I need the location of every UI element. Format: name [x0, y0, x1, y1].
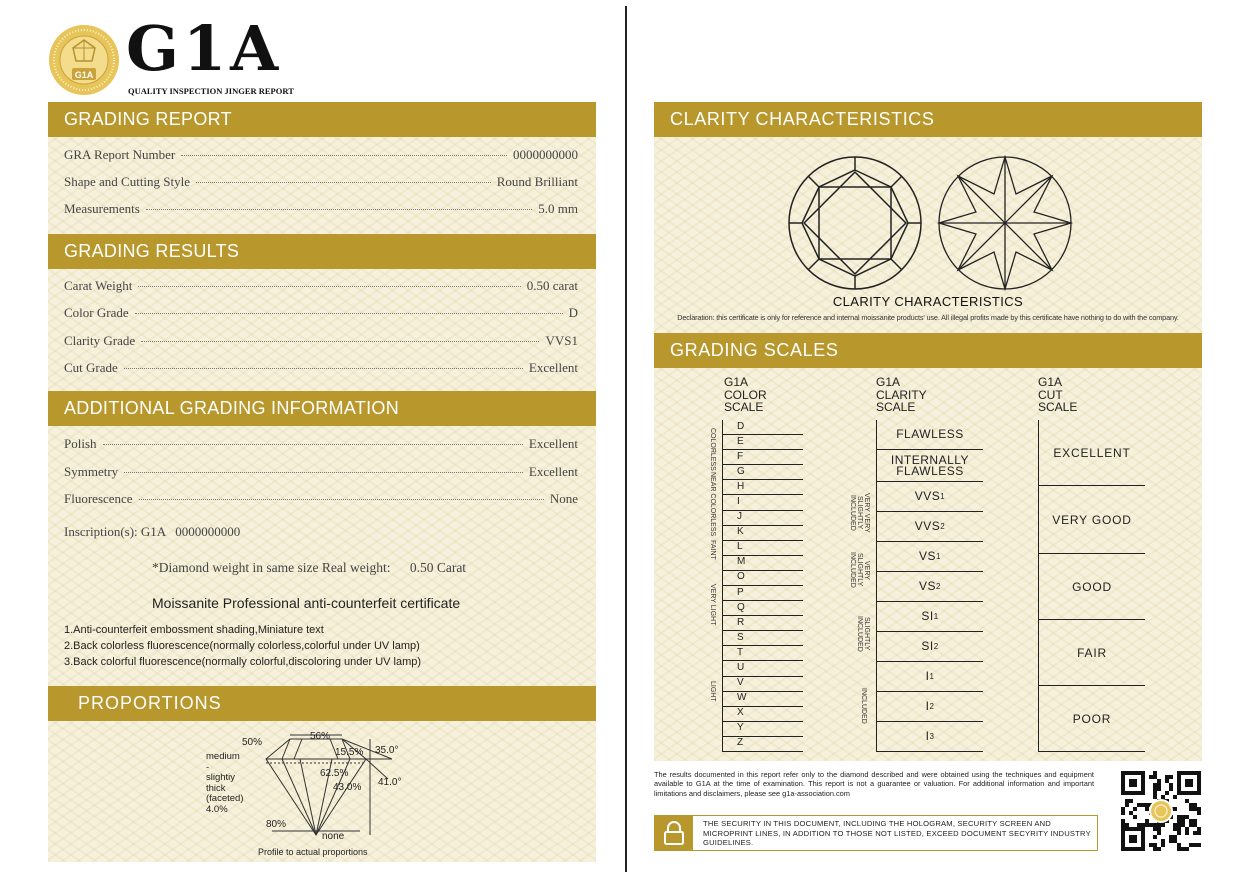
additional-bar [48, 391, 596, 426]
clarity-group-label: INCLUDED [860, 688, 867, 724]
grading-results-title: GRADING RESULTS [64, 241, 240, 261]
additional-panel [48, 426, 596, 686]
report-label: GRA Report Number [64, 147, 176, 162]
scales-bar [654, 333, 1202, 368]
additional-value: Excellent [528, 464, 578, 479]
color-grade-letter: D [737, 420, 745, 432]
clarity-grade-subscript: 1 [929, 672, 935, 681]
clarity-grade-row [877, 662, 983, 692]
clarity-grade-label: I [925, 729, 930, 743]
color-grade-letter: Z [737, 737, 744, 749]
color-grade-row [723, 435, 803, 450]
clarity-grade-label: VVS [914, 519, 941, 533]
clarity-group-label: SLIGHTLY INCLUDED [856, 616, 870, 652]
result-row [64, 360, 578, 376]
result-value: D [568, 305, 578, 320]
lock-badge [655, 816, 693, 850]
clarity-group-label: VERY SLIGHTLY INCLUDED [849, 552, 870, 588]
grading-report-title: GRADING REPORT [64, 109, 232, 129]
color-grade-row [723, 586, 803, 601]
clarity-grade-label: I [925, 669, 930, 683]
result-row [64, 333, 578, 349]
pavilion-view-diagram [936, 154, 1074, 292]
color-grade-letter: Q [737, 601, 745, 613]
color-grade-row [723, 601, 803, 616]
color-group-label: COLORLESS [709, 428, 716, 471]
brand-seal-icon [48, 24, 120, 96]
qr-code [1120, 770, 1202, 852]
clarity-caption: CLARITY CHARACTERISTICS [832, 294, 1024, 309]
clarity-grade-subscript: 2 [933, 642, 939, 651]
report-row [64, 174, 578, 190]
additional-label: Fluorescence [64, 491, 133, 506]
clarity-grade-label: SI [921, 639, 934, 653]
cut-grade-label: VERY GOOD [1052, 512, 1132, 527]
color-grade-letter: S [737, 631, 744, 643]
color-scale [722, 420, 804, 752]
color-grade-row [723, 541, 803, 556]
clarity-grade-label: FLAWLESS [896, 427, 964, 441]
report-row [64, 201, 578, 217]
crown-view-diagram [786, 154, 924, 292]
cut-grade-label: POOR [1072, 711, 1112, 726]
report-value: 0000000000 [513, 147, 578, 162]
clarity-grade-label: INTERNALLY FLAWLESS [890, 452, 970, 478]
color-grade-letter: K [737, 526, 744, 538]
weight-label: *Diamond weight in same size Real weight: [152, 560, 391, 575]
cert-note: 3.Back colorful fluorescence(normally colorful,discoloring under UV lamp) [64, 656, 422, 668]
color-grade-row [723, 495, 803, 510]
girdle-info: medium - slightiy thick (faceted) 4.0% [206, 751, 244, 815]
color-grade-row [723, 450, 803, 465]
cut-grade-label: GOOD [1072, 579, 1112, 594]
color-grade-row [723, 556, 803, 571]
report-label: Measurements [64, 201, 140, 216]
crown-angle-pct: 50% [242, 737, 263, 748]
additional-row [64, 436, 578, 452]
table-pct: 56% [310, 731, 331, 742]
additional-row [64, 491, 578, 507]
result-row [64, 278, 578, 294]
clarity-scale-header: G1A CLARITY SCALE [876, 375, 927, 414]
result-label: Carat Weight [64, 278, 133, 293]
clarity-grade-subscript: 2 [940, 522, 946, 531]
culet: none [322, 831, 345, 842]
color-grade-letter: V [737, 677, 744, 689]
lock-icon [655, 816, 693, 850]
clarity-grade-row [877, 572, 983, 602]
result-label: Cut Grade [64, 360, 118, 375]
cert-title: Moissanite Professional anti-counterfeit certificate [152, 595, 461, 611]
additional-value: Excellent [528, 436, 578, 451]
clarity-grade-row [877, 482, 983, 512]
proportions-panel [48, 721, 596, 862]
color-grade-letter: M [737, 556, 746, 568]
color-grade-row [723, 571, 803, 586]
color-grade-letter: F [737, 450, 744, 462]
proportions-bar [48, 686, 596, 721]
brand-seal-text: G1A [74, 70, 94, 80]
color-grade-letter: E [737, 435, 744, 447]
clarity-grade-row [877, 512, 983, 542]
clarity-grade-label: VS [919, 579, 937, 593]
color-grade-row [723, 631, 803, 646]
clarity-grade-label: VS [919, 549, 937, 563]
color-grade-letter: P [737, 586, 744, 598]
color-grade-letter: Y [737, 722, 744, 734]
clarity-grade-row [877, 450, 983, 482]
color-grade-row [723, 526, 803, 541]
clarity-title: CLARITY CHARACTERISTICS [670, 109, 935, 129]
color-grade-letter: H [737, 480, 745, 492]
clarity-grade-row [877, 420, 983, 450]
brand-header [48, 12, 318, 98]
color-grade-row [723, 661, 803, 676]
grading-report-panel [48, 137, 596, 234]
logo-text: G1A [126, 12, 283, 85]
additional-row [64, 464, 578, 480]
result-label: Clarity Grade [64, 333, 136, 348]
color-grade-letter: L [737, 541, 743, 553]
additional-title: ADDITIONAL GRADING INFORMATION [64, 398, 400, 418]
clarity-panel [654, 137, 1202, 333]
result-value: Excellent [528, 360, 578, 375]
grading-results-bar [48, 234, 596, 269]
color-grade-letter: I [737, 495, 740, 507]
color-grade-row [723, 480, 803, 495]
scales-title: GRADING SCALES [670, 340, 839, 360]
color-grade-letter: T [737, 646, 744, 658]
color-grade-letter: O [737, 571, 745, 583]
pavilion-angle: 41.0° [378, 777, 402, 788]
clarity-grade-subscript: 2 [929, 702, 935, 711]
color-grade-row [723, 722, 803, 737]
report-value: 5.0 mm [538, 201, 578, 216]
page-divider [625, 6, 627, 872]
clarity-grade-label: VVS [914, 489, 941, 503]
clarity-grade-subscript: 2 [936, 582, 941, 591]
pavilion-depth: 43.0% [333, 782, 362, 793]
cut-grade-row [1039, 686, 1145, 752]
clarity-grade-label: I [925, 699, 930, 713]
color-grade-row [723, 465, 803, 480]
clarity-grade-label: SI [921, 609, 934, 623]
clarity-grade-row [877, 632, 983, 662]
crown-angle: 35.0° [375, 745, 399, 756]
additional-label: Symmetry [64, 464, 119, 479]
cut-scale [1038, 420, 1146, 752]
color-group-label: NEAR COLORLESS [709, 472, 716, 537]
additional-value: None [549, 491, 578, 506]
lower-half: 80% [266, 819, 287, 830]
color-grade-letter: J [737, 511, 742, 523]
color-group-label: LIGHT [709, 681, 716, 702]
logo-subtitle: QUALITY INSPECTION JINGER REPORT [128, 86, 294, 96]
grading-results-panel [48, 269, 596, 391]
color-grade-row [723, 677, 803, 692]
result-value: VVS1 [545, 333, 578, 348]
clarity-grade-row [877, 542, 983, 572]
color-grade-row [723, 511, 803, 526]
cut-grade-label: FAIR [1077, 645, 1107, 660]
cut-grade-row [1039, 620, 1145, 686]
additional-label: Polish [64, 436, 97, 451]
clarity-grade-row [877, 722, 983, 752]
clarity-bar [654, 102, 1202, 137]
weight-value: 0.50 Carat [409, 560, 467, 575]
crown-height: 15.5% [335, 747, 364, 758]
clarity-grade-subscript: 3 [929, 732, 935, 741]
inscription: Inscription(s): G1A 0000000000 [64, 524, 241, 539]
color-grade-row [723, 737, 803, 752]
color-grade-row [723, 646, 803, 661]
total-depth: 62.5% [320, 768, 349, 779]
color-grade-letter: R [737, 616, 745, 628]
color-grade-row [723, 420, 803, 435]
scales-panel [654, 368, 1202, 761]
clarity-grade-subscript: 1 [933, 612, 939, 621]
color-group-label: VERY LIGHT [709, 584, 716, 626]
result-value: 0.50 carat [526, 278, 578, 293]
proportions-caption: Profile to actual proportions [258, 847, 368, 857]
clarity-grade-subscript: 1 [936, 552, 941, 561]
cert-note: 2.Back colorless fluorescence(normally colorless,colorful under UV lamp) [64, 640, 420, 652]
weight-line [152, 560, 466, 576]
color-grade-row [723, 616, 803, 631]
cut-grade-row [1039, 420, 1145, 486]
color-grade-row [723, 707, 803, 722]
color-grade-letter: G [737, 465, 745, 477]
color-grade-row [723, 692, 803, 707]
color-group-label: FAINT [709, 540, 716, 560]
report-label: Shape and Cutting Style [64, 174, 191, 189]
cut-grade-label: EXCELLENT [1053, 445, 1131, 460]
result-row [64, 305, 578, 321]
grading-report-bar [48, 102, 596, 137]
report-row [64, 147, 578, 163]
cut-scale-header: G1A CUT SCALE [1038, 375, 1078, 414]
result-label: Color Grade [64, 305, 129, 320]
clarity-scale [876, 420, 984, 752]
security-box [654, 815, 1098, 851]
footer-disclaimer: The results documented in this report refer only to the diamond described and were obtained using the techniques and equipment available to G1A at the time of examination. This report is not a guarantee or valuation. For additional information and important limitations and disclaimers, please see g1a-association.com [654, 770, 1094, 798]
clarity-grade-row [877, 602, 983, 632]
proportions-title: PROPORTIONS [78, 693, 222, 713]
security-text: THE SECURITY IN THIS DOCUMENT, INCLUDING THE HOLOGRAM, SECURITY SCREEN AND MICROPRINT LINES, IN ADDITION TO THOSE NOT LISTED, EXCEED DOCUMENT SECYRITY INDUSTRY GUIDELINES. [703, 819, 1091, 847]
color-grade-letter: U [737, 661, 745, 673]
color-scale-header: G1A COLOR SCALE [724, 375, 767, 414]
clarity-grade-row [877, 692, 983, 722]
cert-note: 1.Anti-counterfeit embossment shading,Miniature text [64, 624, 324, 636]
report-value: Round Brilliant [496, 174, 578, 189]
clarity-grade-subscript: 1 [940, 492, 946, 501]
clarity-group-label: VERY VERY SLIGHTLY INCLUDED [849, 493, 870, 533]
cut-grade-row [1039, 486, 1145, 554]
clarity-declaration: Declaration: this certificate is only for reference and internal moissanite products' use. All illegal profits made by this certificate have nothing to do with the company. [677, 313, 1179, 322]
color-grade-letter: W [737, 692, 747, 704]
color-grade-letter: X [737, 707, 744, 719]
cut-grade-row [1039, 554, 1145, 620]
